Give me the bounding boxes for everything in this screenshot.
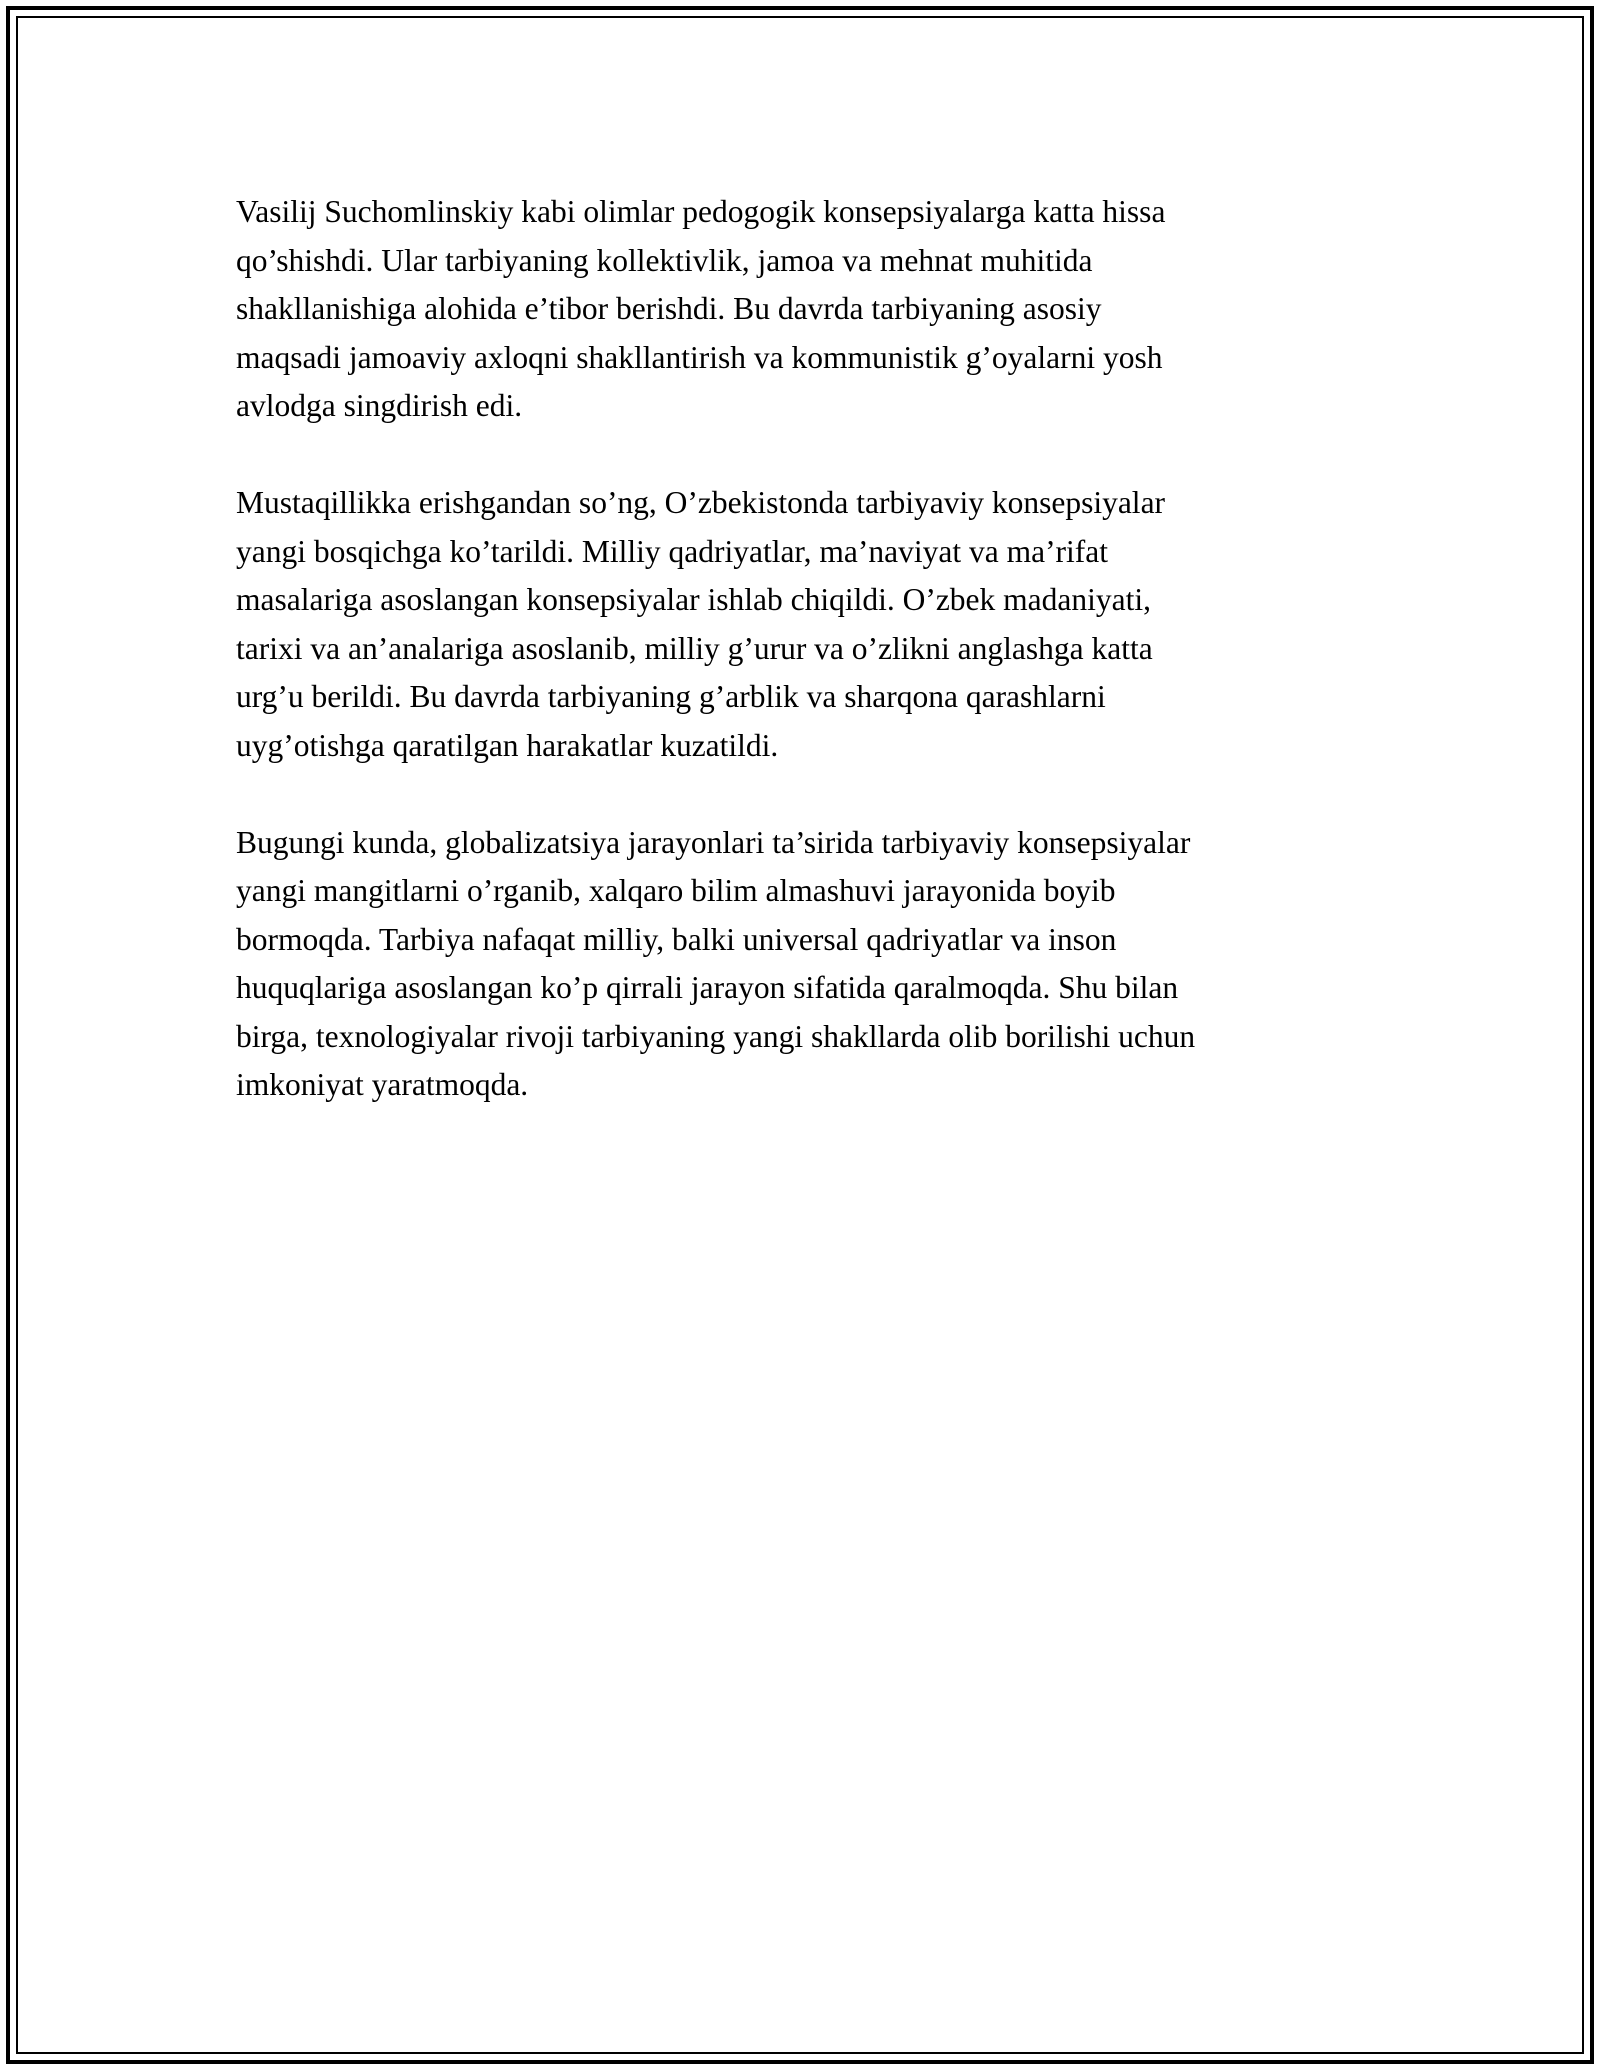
paragraph-1: [236, 188, 1376, 431]
paragraph-2: [236, 479, 1376, 770]
paragraph-line: tarixi va an’analariga asoslanib, milliy g’urur va o’zlikni anglashga katta: [236, 630, 1153, 666]
paragraph-line: huquqlariga asoslangan ko’p qirrali jarayon sifatida qaralmoqda. Shu bilan: [236, 970, 1179, 1005]
paragraph-line: qo’shishdi. Ular tarbiyaning kollektivlik, jamoa va mehnat muhitida: [236, 242, 1093, 278]
paragraph-line: yangi mangitlarni o’rganib, xalqaro bilim almashuvi jarayonida boyib: [236, 873, 1116, 908]
paragraph-line: Bugungi kunda, globalizatsiya jarayonlari ta’sirida tarbiyaviy konsepsiyalar: [236, 824, 1191, 860]
paragraph-line: avlodga singdirish edi.: [236, 388, 523, 423]
paragraph-line: Vasilij Suchomlinskiy kabi olimlar pedogogik konsepsiyalarga katta hissa: [236, 194, 1166, 229]
document-body: [236, 188, 1376, 1158]
paragraph-line: masalariga asoslangan konsepsiyalar ishlab chiqildi. O’zbek madaniyati,: [236, 582, 1151, 617]
paragraph-line: bormoqda. Tarbiya nafaqat milliy, balki universal qadriyatlar va inson: [236, 921, 1117, 957]
paragraph-line: imkoniyat yaratmoqda.: [236, 1067, 529, 1102]
paragraph-line: yangi bosqichga ko’tarildi. Milliy qadriyatlar, ma’naviyat va ma’rifat: [236, 533, 1109, 569]
paragraph-3: [236, 819, 1376, 1110]
paragraph-line: birga, texnologiyalar rivoji tarbiyaning yangi shakllarda olib borilishi uchun: [236, 1018, 1196, 1054]
paragraph-line: Mustaqillikka erishgandan so’ng, O’zbekistonda tarbiyaviy konsepsiyalar: [236, 485, 1166, 520]
paragraph-line: uyg’otishga qaratilgan harakatlar kuzatildi.: [236, 727, 779, 763]
paragraph-line: maqsadi jamoaviy axloqni shakllantirish va kommunistik g’oyalarni yosh: [236, 339, 1163, 375]
paragraph-line: urg’u berildi. Bu davrda tarbiyaning g’arblik va sharqona qarashlarni: [236, 679, 1106, 714]
paragraph-line: shakllanishiga alohida e’tibor berishdi. Bu davrda tarbiyaning asosiy: [236, 291, 1102, 326]
